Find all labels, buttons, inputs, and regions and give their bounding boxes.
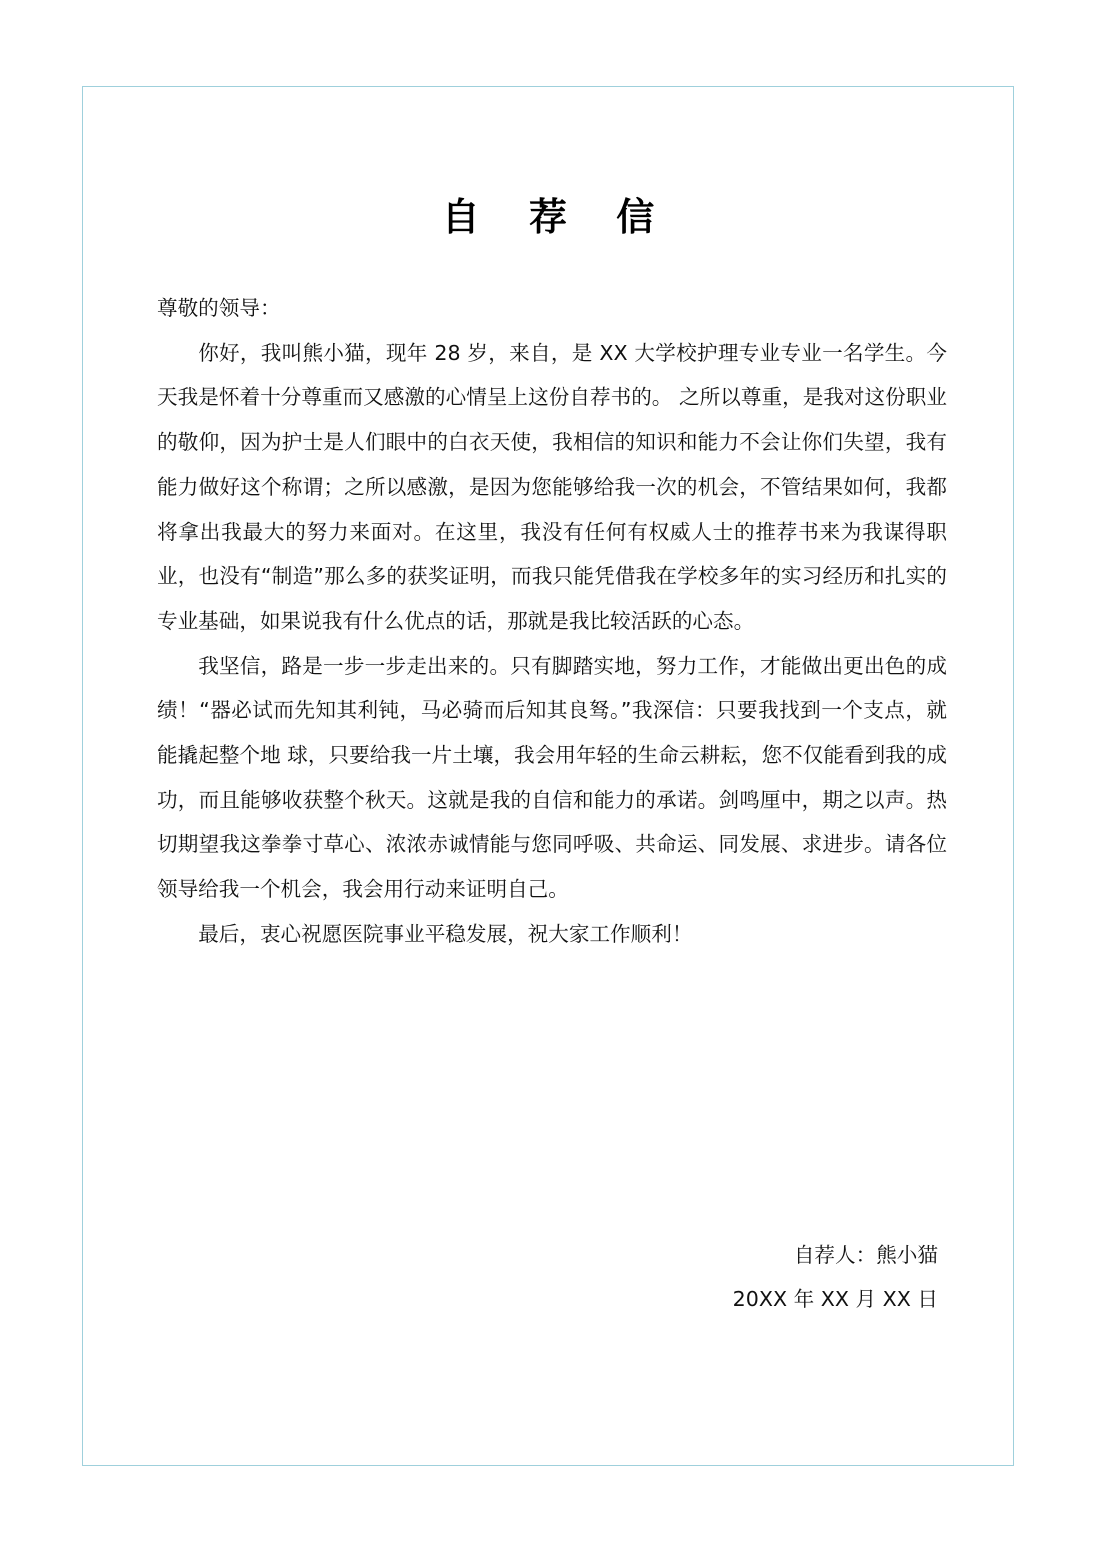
document-title: 自 荐 信 bbox=[441, 195, 673, 239]
signature-block bbox=[733, 1233, 938, 1321]
paragraph-closing: 最后，衷心祝愿医院事业平稳发展，祝大家工作顺利！ bbox=[198, 921, 693, 946]
paragraph-intro: 你好，我叫熊小猫，现年 28 岁，来自，是 XX 大学校护理专业专业一名学生。今天我是怀着十分尊重而又感激的心情呈上这份自荐书的。 之所以尊重，是我对这份职业的敬仰，因为护士是人们眼中的白衣天使，我相信的知识和能力不会让你们失望，我有能力做好这个称谓；之所以感激，是因为您能够给我一次的机会，不管结果如何，我都将拿出我最大的努力来面对。在这里，我没有任何有权威人士的推荐书来为我谋得职业，也没有“制造”那么多的获奖证明，而我只能凭借我在学校多年的实习经历和扎实的专业基础，如果说我有什么优点的话，那就是我比较活跃的心态。 bbox=[157, 340, 947, 633]
signer-name: 自荐人：熊小猫 bbox=[793, 1243, 938, 1267]
salutation: 尊敬的领导： bbox=[157, 296, 281, 320]
paragraph-belief: 我坚信，路是一步一步走出来的。只有脚踏实地，努力工作，才能做出更出色的成绩！“器必试而先知其利钝，马必骑而后知其良驽。”我深信：只要我找到一个支点，就能撬起整个地 球，只要给我一片土壤，我会用年轻的生命云耕耘，您不仅能看到我的成功，而且能够收获整个秋天。这就是我的自信和能力的承诺。剑鸣厘中，期之以声。热切期望我这拳拳寸草心、浓浓赤诚情能与您同呼吸、共命运、同发展、求进步。请各位领导给我一个机会，我会用行动来证明自己。 bbox=[157, 653, 947, 902]
signature-date: 20XX 年 XX 月 XX 日 bbox=[732, 1287, 938, 1311]
letter-body bbox=[157, 286, 947, 957]
